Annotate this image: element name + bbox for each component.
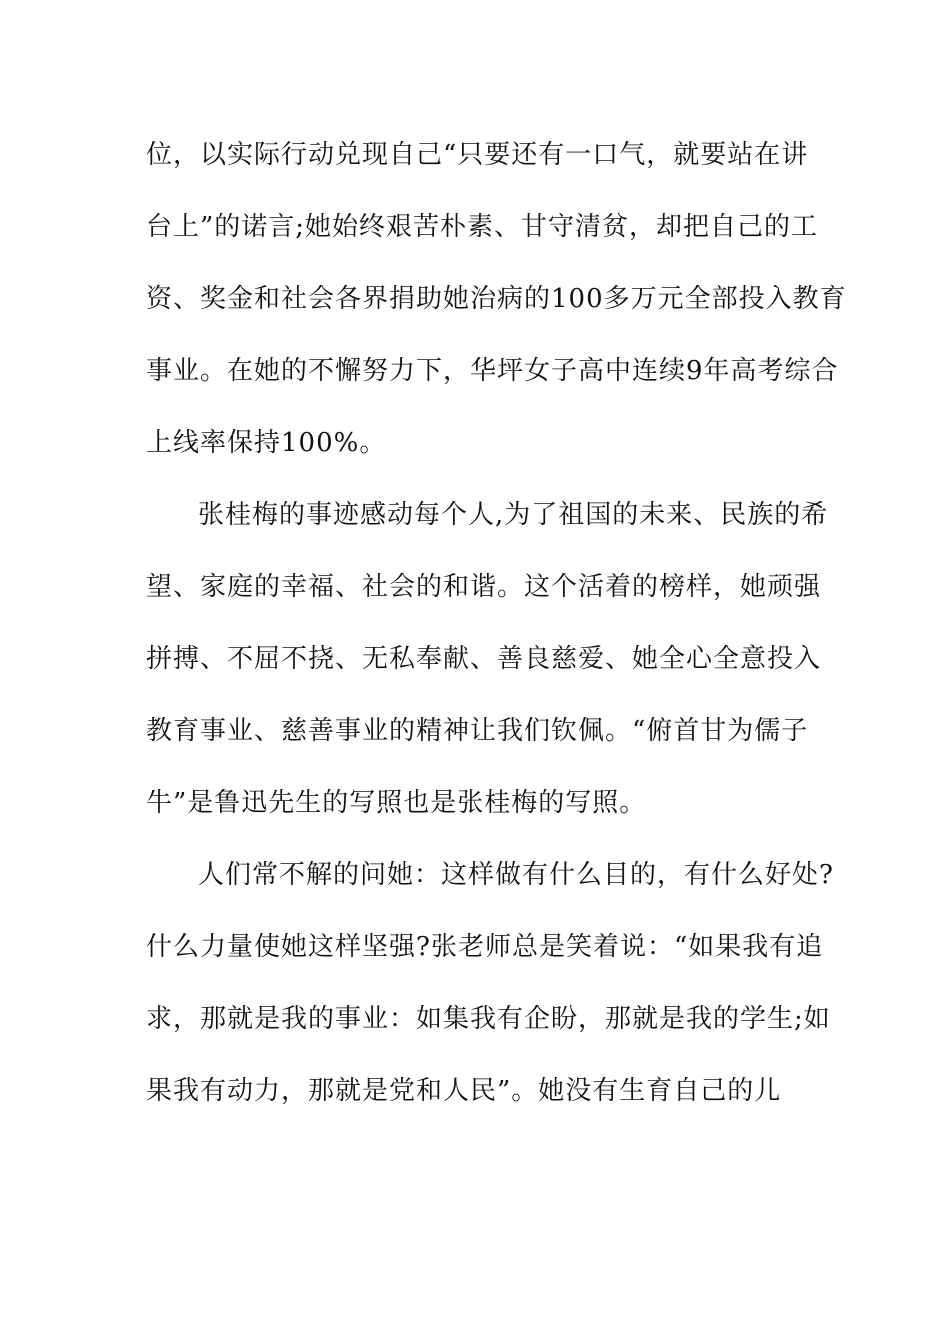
text-line: 上线率保持100%。	[146, 428, 387, 458]
body-text	[146, 131, 847, 1139]
paragraph-start-line: 张桂梅的事迹感动每个人,为了祖国的未来、民族的希	[198, 500, 829, 530]
text-line: 位，以实际行动兑现自己“只要还有一口气，就要站在讲	[146, 140, 809, 170]
paragraph-start-line: 人们常不解的问她：这样做有什么目的，有什么好处?	[198, 860, 834, 890]
text-line: 果我有动力，那就是党和人民”。她没有生育自己的儿	[146, 1076, 782, 1106]
text-line: 教育事业、慈善事业的精神让我们钦佩。“俯首甘为儒子	[146, 716, 809, 746]
text-line: 台上”的诺言;她始终艰苦朴素、甘守清贫，却把自己的工	[146, 212, 819, 242]
text-line: 拼搏、不屈不挠、无私奉献、善良慈爱、她全心全意投入	[146, 644, 822, 674]
text-line: 事业。在她的不懈努力下，华坪女子高中连续9年高考综合	[146, 356, 839, 386]
text-line: 什么力量使她这样坚强?张老师总是笑着说：“如果我有追	[146, 932, 824, 962]
text-line: 望、家庭的幸福、社会的和谐。这个活着的榜样，她顽强	[146, 572, 822, 602]
text-line: 牛”是鲁迅先生的写照也是张桂梅的写照。	[146, 788, 647, 818]
text-line: 资、奖金和社会各界捐助她治病的100多万元全部投入教育	[146, 284, 847, 314]
text-line: 求，那就是我的事业：如集我有企盼，那就是我的学生;如	[146, 1004, 831, 1034]
